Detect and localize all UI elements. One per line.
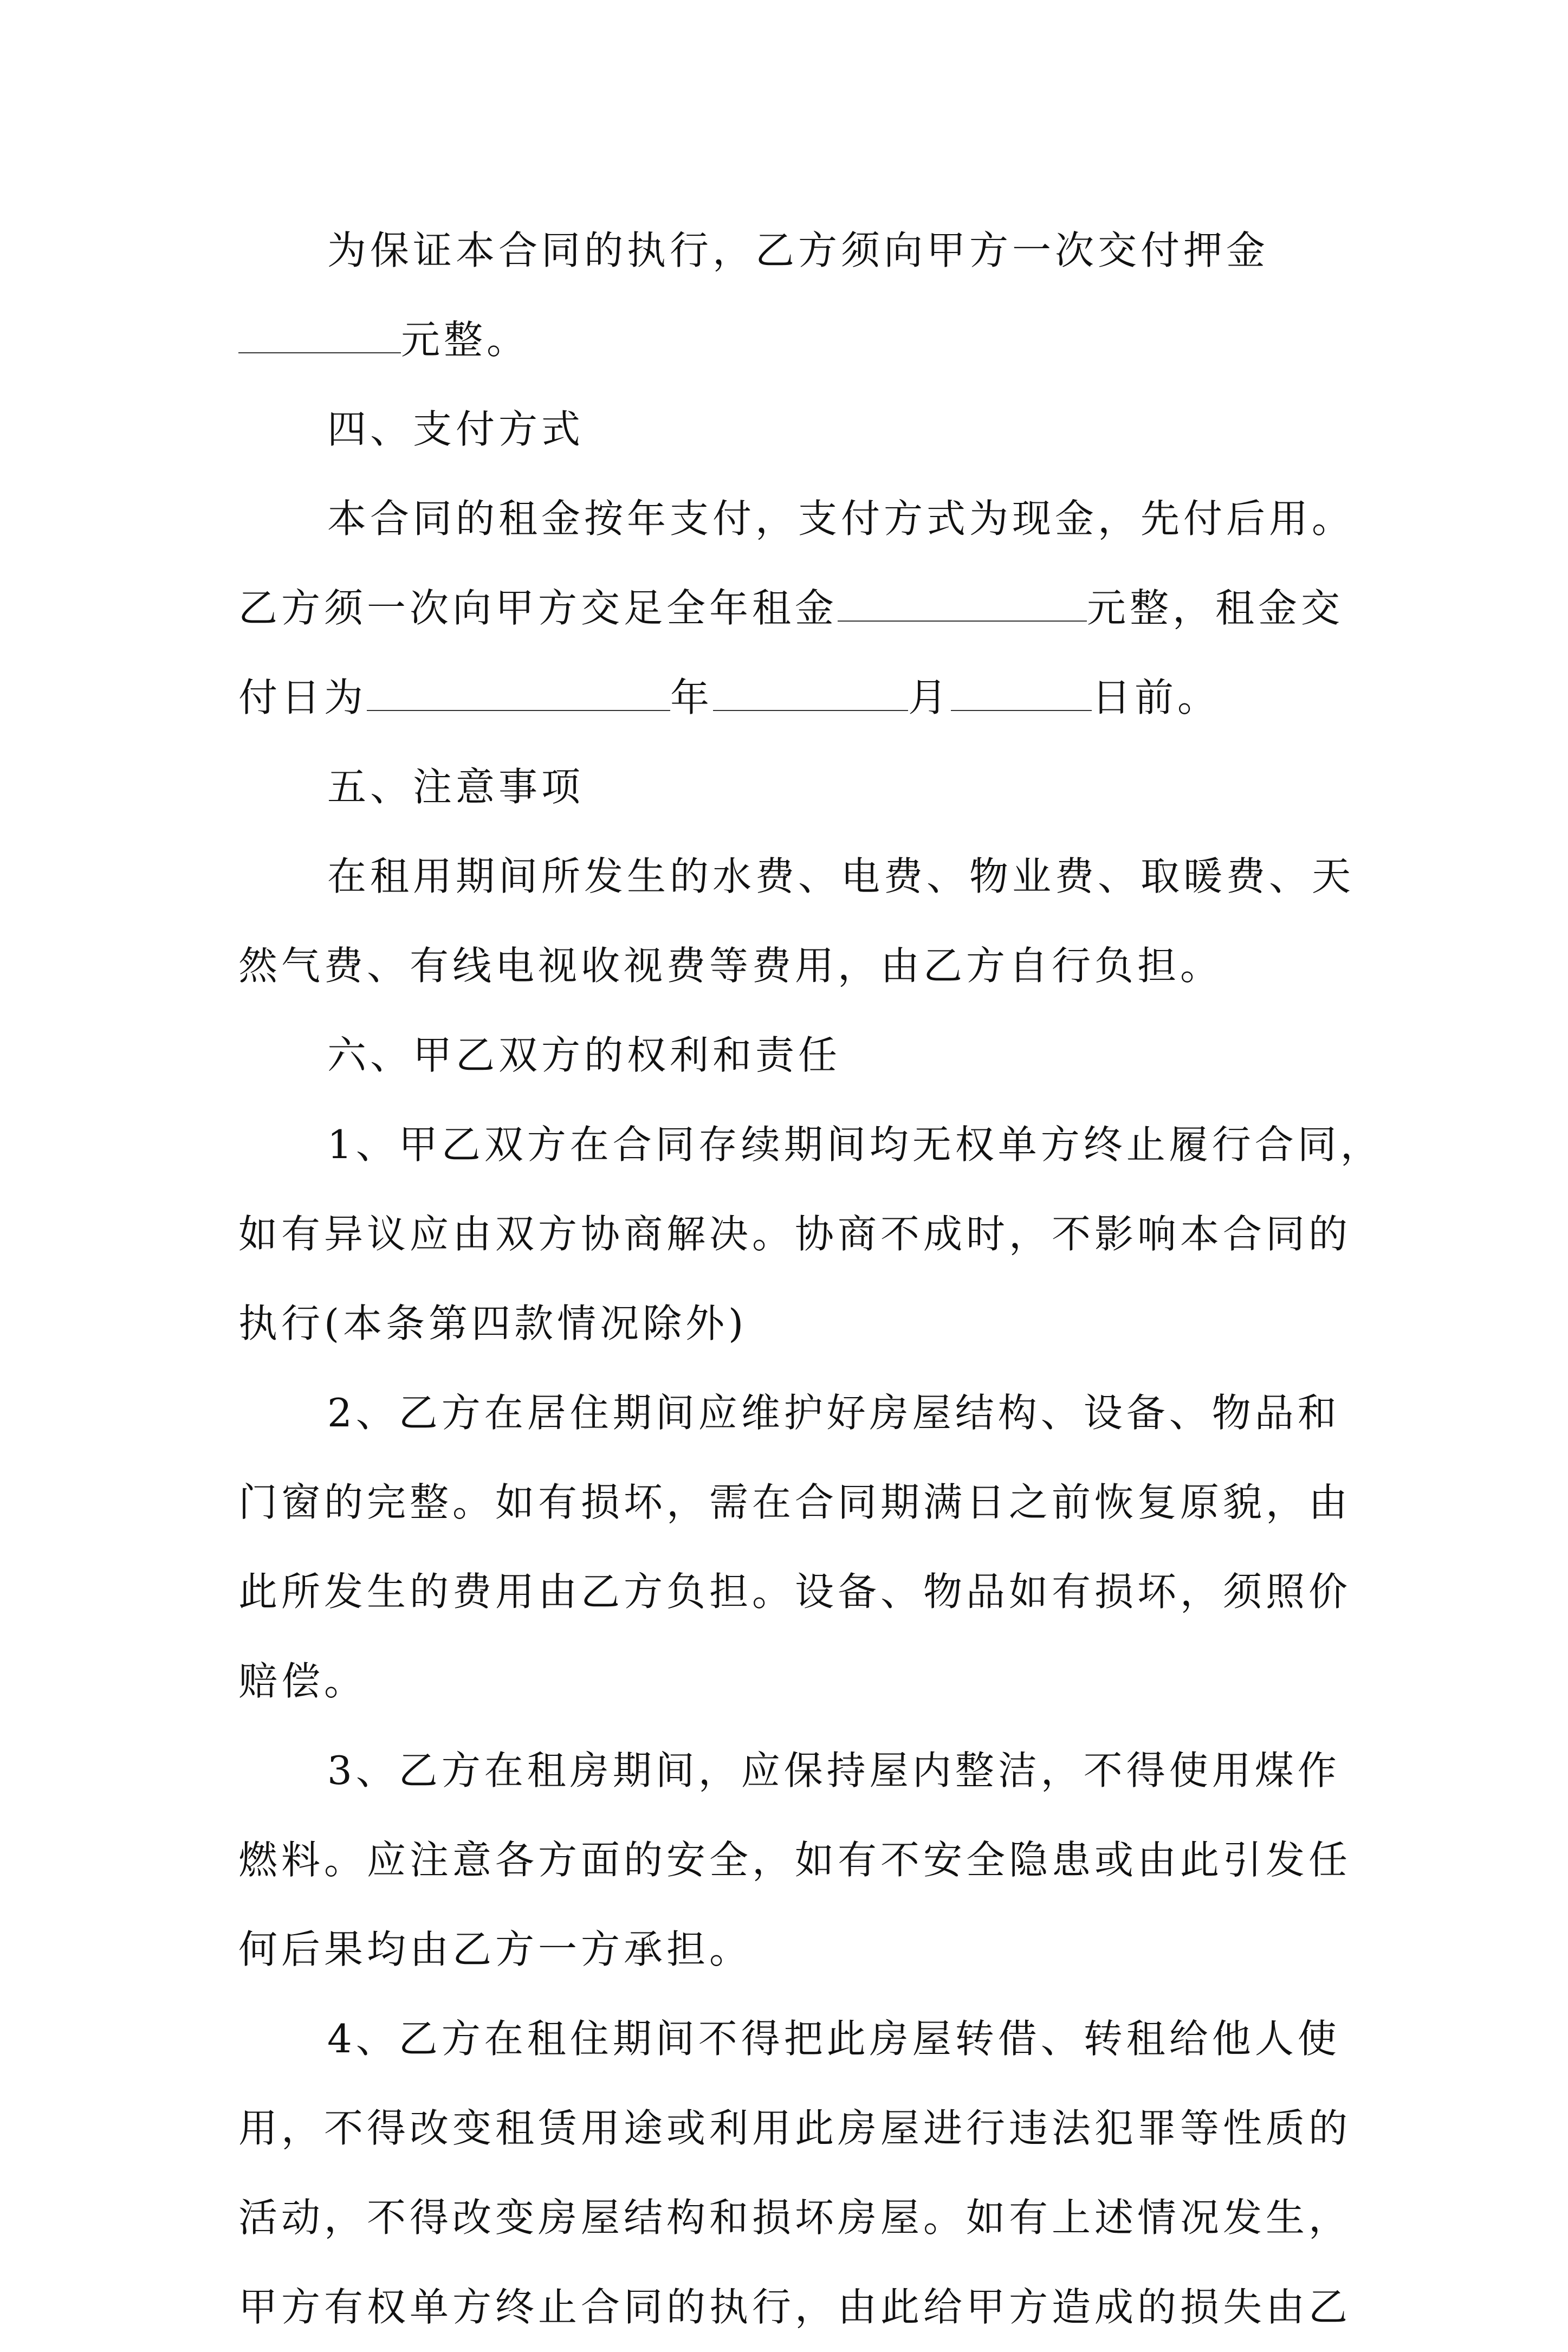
item-1-line-1: 1、甲乙双方在合同存续期间均无权单方终止履行合同， (327, 1122, 1383, 1167)
item-3-line-3: 何后果均由乙方一方承担。 (238, 1927, 753, 1972)
item-4-line-3: 活动，不得改变房屋结构和损坏房屋。如有上述情况发生， (238, 2195, 1352, 2240)
section-4-heading: 四、支付方式 (327, 406, 585, 452)
section-5-heading: 五、注意事项 (327, 764, 585, 810)
day-label: 日前。 (1092, 675, 1221, 720)
section-4-line-2-prefix: 乙方须一次向甲方交足全年租金 (238, 585, 838, 631)
section-4-line-1: 本合同的租金按年支付，支付方式为现金，先付后用。 (327, 496, 1355, 541)
item-1-line-2: 如有异议应由双方协商解决。协商不成时，不影响本合同的 (238, 1211, 1352, 1257)
item-2-line-4: 赔偿。 (238, 1658, 367, 1704)
payment-year-blank (367, 688, 670, 711)
payment-day-blank (951, 688, 1092, 711)
section-5-line-1: 在租用期间所发生的水费、电费、物业费、取暖费、天 (327, 854, 1355, 899)
section-4-line-3 (238, 653, 1341, 742)
item-1-line-3: 执行(本条第四款情况除外) (238, 1301, 748, 1346)
section-4-line-2 (238, 564, 1344, 653)
section-4-line-3-prefix: 付日为 (238, 675, 367, 720)
annual-rent-blank (838, 599, 1087, 622)
section-5-line-2: 然气费、有线电视收视费等费用，由乙方自行负担。 (238, 943, 1223, 988)
item-3-line-2: 燃料。应注意各方面的安全，如有不安全隐患或由此引发任 (238, 1837, 1352, 1883)
year-label: 年 (670, 675, 714, 720)
deposit-amount-blank (238, 331, 401, 353)
contract-text (238, 206, 1383, 2352)
item-2-line-1: 2、乙方在居住期间应维护好房屋结构、设备、物品和 (327, 1390, 1340, 1436)
deposit-line-2-suffix: 元整。 (401, 317, 530, 363)
item-4-line-4: 甲方有权单方终止合同的执行，由此给甲方造成的损失由乙 (238, 2284, 1352, 2330)
payment-month-blank (713, 688, 908, 711)
month-label: 月 (908, 675, 951, 720)
section-6-heading: 六、甲乙双方的权利和责任 (327, 1032, 841, 1078)
item-2-line-2: 门窗的完整。如有损坏，需在合同期满日之前恢复原貌，由 (238, 1479, 1352, 1525)
item-3-line-1: 3、乙方在租房期间，应保持屋内整洁，不得使用煤作 (327, 1748, 1340, 1793)
deposit-line-2 (238, 295, 1341, 385)
deposit-line-1: 为保证本合同的执行，乙方须向甲方一次交付押金 (327, 228, 1269, 273)
item-4-line-1: 4、乙方在租住期间不得把此房屋转借、转租给他人使 (327, 2016, 1340, 2062)
section-4-line-2-suffix: 元整，租金交 (1087, 585, 1344, 631)
item-2-line-3: 此所发生的费用由乙方负担。设备、物品如有损坏，须照价 (238, 1569, 1352, 1614)
item-4-line-2: 用，不得改变租赁用途或利用此房屋进行违法犯罪等性质的 (238, 2105, 1352, 2151)
